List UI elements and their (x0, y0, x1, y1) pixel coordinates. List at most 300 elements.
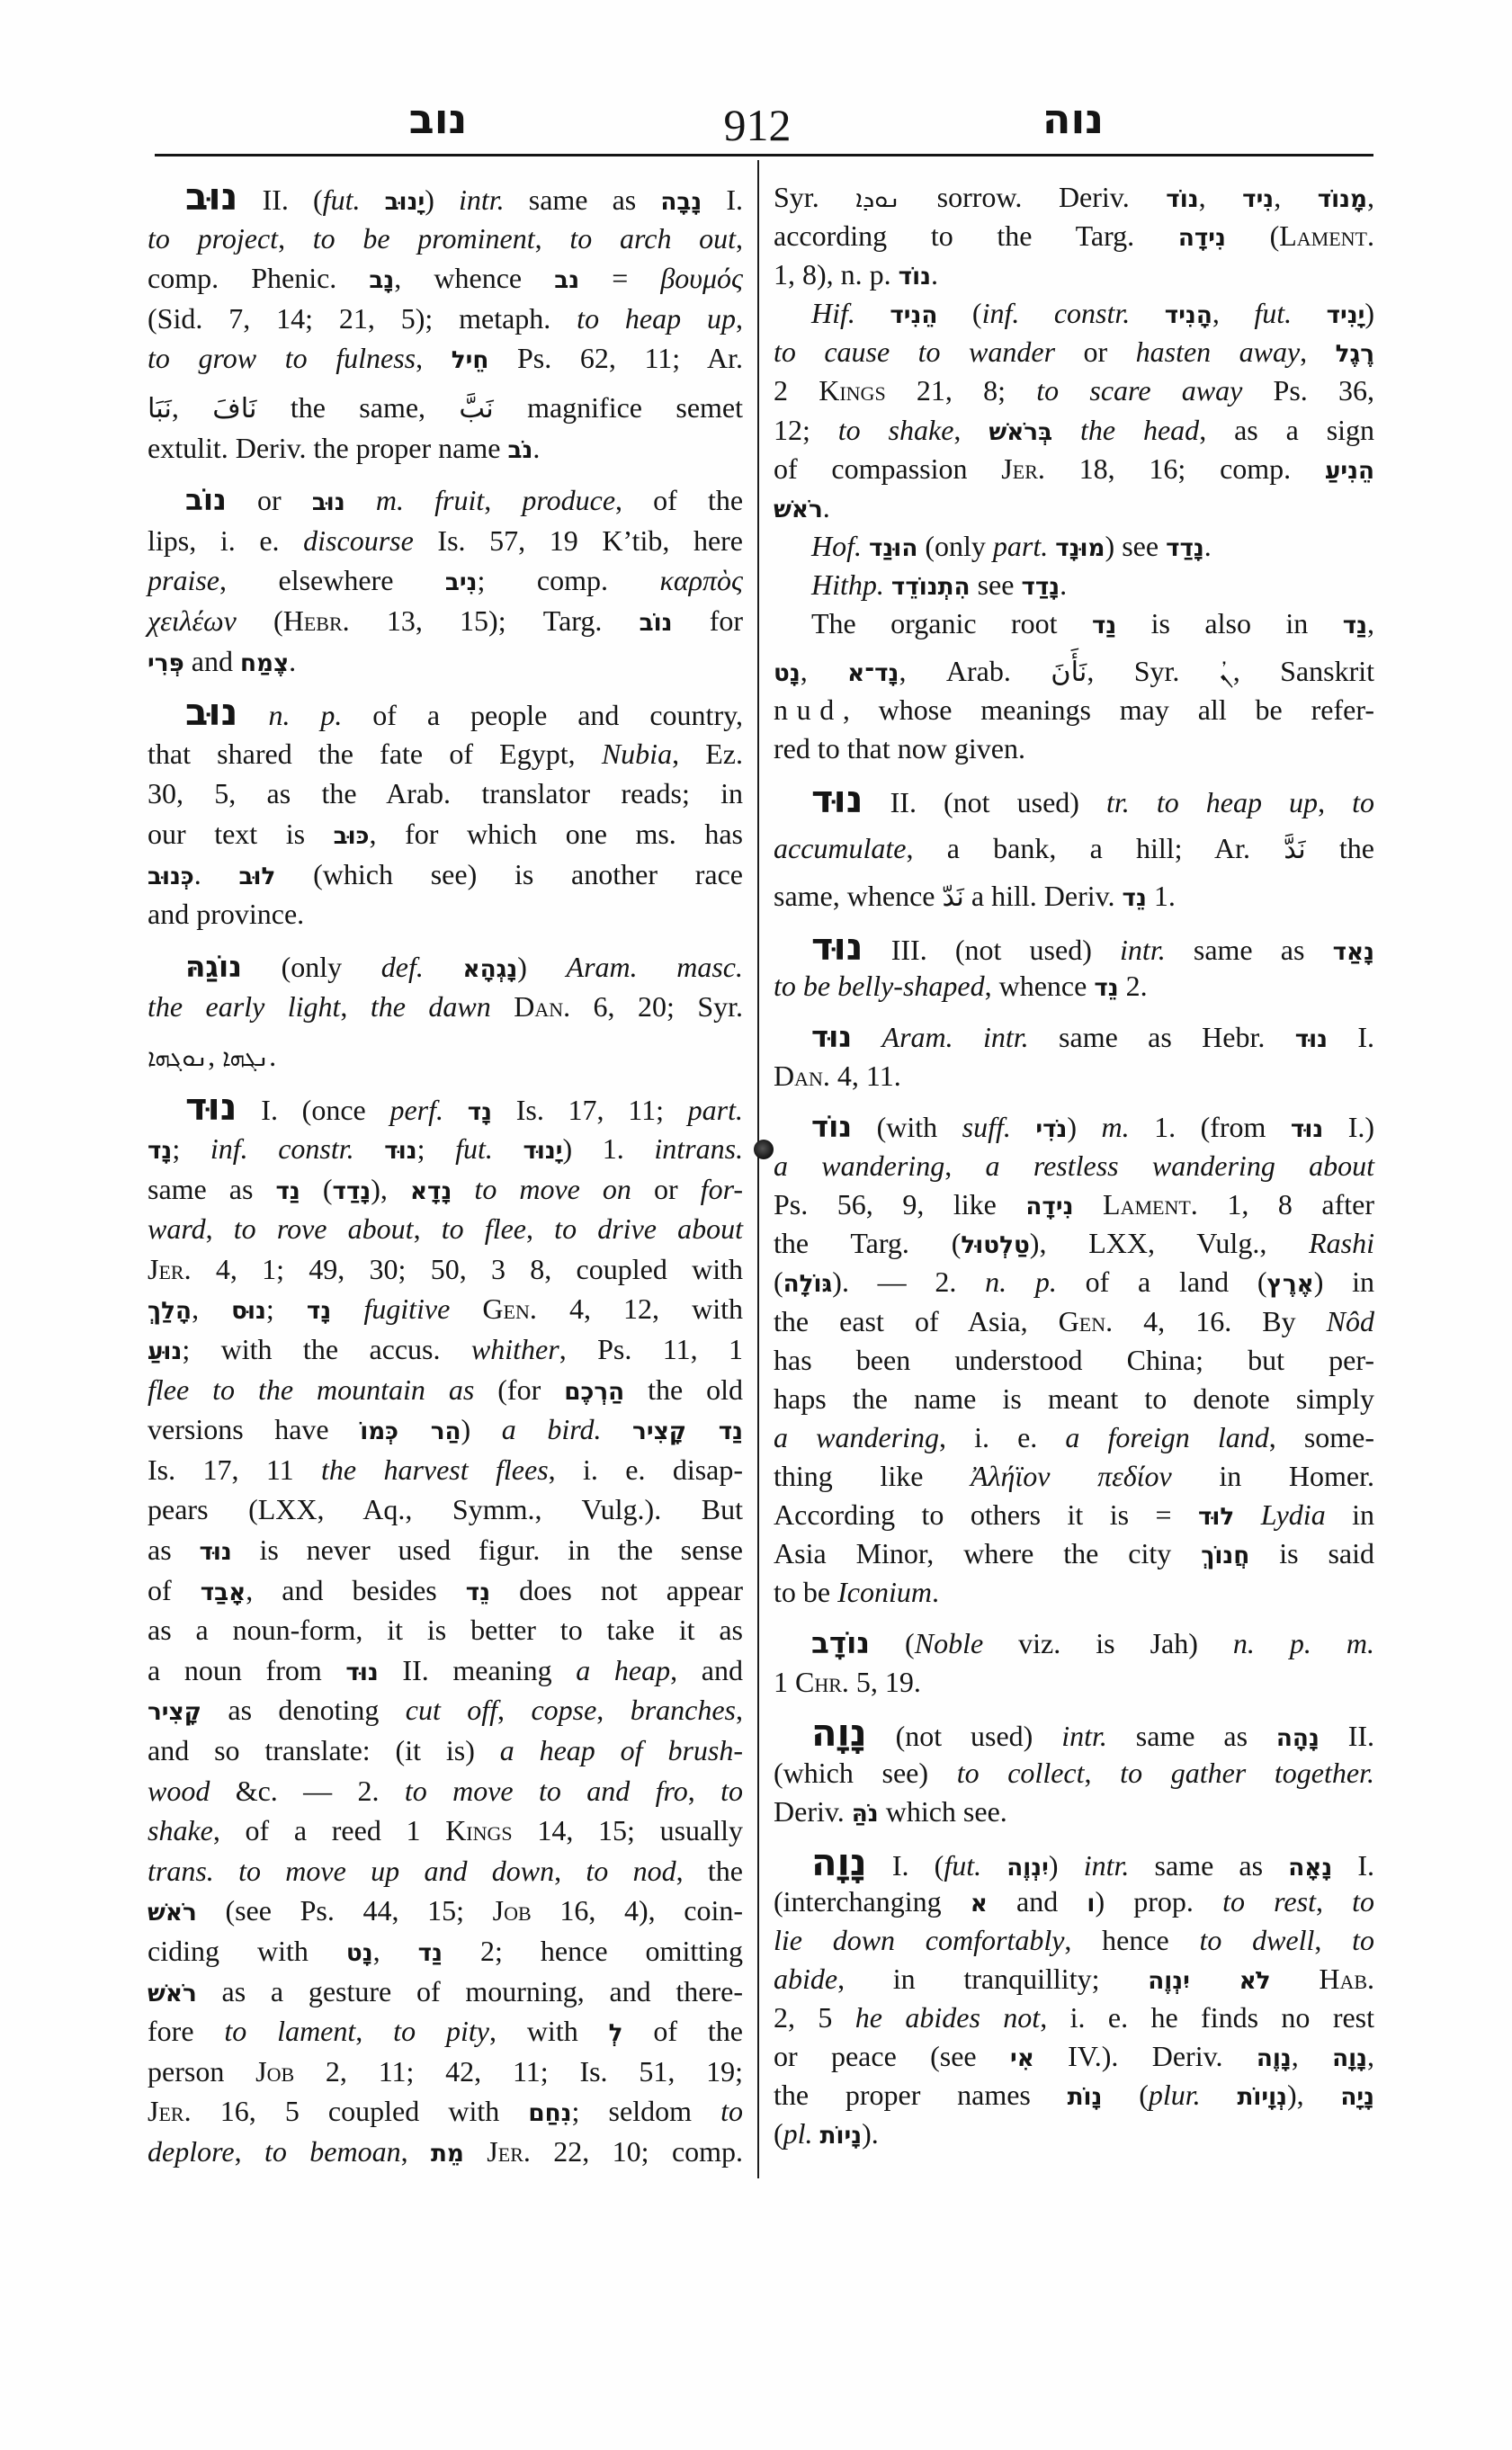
hebrew-word: נוּד (384, 1138, 417, 1166)
text: I. (1332, 1848, 1375, 1882)
small-caps-reference: Hab. (1319, 1963, 1375, 1996)
hebrew-word: יָנוּד (523, 1138, 563, 1166)
italic-text: to scare away (1036, 374, 1243, 407)
text: 6, 20; Syr. (570, 990, 744, 1024)
text: , and (670, 1653, 744, 1686)
text: or (631, 1172, 701, 1205)
text (1130, 297, 1164, 329)
text: 2; hence omitting (442, 1934, 744, 1967)
hebrew-word: נוּס (231, 1298, 266, 1326)
right-column (774, 178, 1374, 2154)
text: extulit. Deriv. the proper name (148, 431, 508, 464)
hebrew-word: נָד (467, 1099, 493, 1127)
hebrew-word: יִנְוֶה (1007, 1854, 1049, 1882)
italic-text: praise (148, 564, 219, 597)
text-line (774, 1457, 1374, 1496)
text: II. meaning (378, 1653, 577, 1686)
headword: נוּד (811, 924, 863, 969)
text-line (148, 1610, 743, 1650)
text (1271, 1963, 1320, 1995)
text: , (526, 1212, 555, 1246)
arabic-word: نَبَّ (459, 392, 494, 425)
scan-ink-spot-icon (754, 1140, 774, 1159)
text: ( (774, 1265, 783, 1299)
text-line (774, 652, 1374, 691)
text: ). — 2. (832, 1265, 986, 1299)
text: (see Ps. 44, 15; (196, 1894, 493, 1927)
text-line (774, 1921, 1374, 1960)
italic-text: to be prominent (312, 221, 535, 255)
small-caps-reference: Jer. (148, 2095, 192, 2128)
text (1234, 1498, 1260, 1531)
text-line (774, 2037, 1374, 2076)
text: II. (not used) (863, 786, 1106, 819)
hebrew-word: הֵנִיד (890, 302, 938, 330)
text-line (148, 338, 743, 379)
italic-text: Nôd (1326, 1304, 1375, 1337)
hebrew-word: חֲנוֹךְ (1201, 1542, 1250, 1570)
text-line (148, 1450, 743, 1490)
hebrew-word: נָט (774, 660, 801, 688)
text: , elsewhere (219, 564, 445, 597)
text: 22, 10; comp. (530, 2134, 744, 2168)
text: , and besides (246, 1573, 466, 1606)
text: ( (236, 604, 283, 637)
hebrew-word: יָנוּב (384, 189, 425, 216)
text: of a people and country, (342, 699, 744, 732)
hebrew-word: רֹאשׁ (148, 1980, 197, 2007)
column-divider (757, 160, 759, 2178)
hebrew-word: ו (1087, 1890, 1096, 1918)
italic-text: intr. (1120, 933, 1166, 966)
text: 4, 11. (829, 1059, 901, 1092)
text-line (774, 1341, 1374, 1380)
hebrew-word: נֹדִי (1035, 1116, 1068, 1144)
text (238, 699, 269, 731)
text: person (148, 2054, 256, 2088)
arabic-word: نَدّ (942, 881, 964, 913)
text: ( (1102, 2079, 1149, 2112)
text: ( (300, 1172, 333, 1205)
hebrew-word: נוֹד (898, 264, 931, 291)
text: , Syr. (1087, 655, 1220, 688)
italic-text: to nod (586, 1854, 676, 1887)
text: thing like (774, 1459, 971, 1492)
text: , (1084, 1756, 1121, 1789)
text: ) (1364, 297, 1375, 330)
hebrew-word: כְּנוּב (148, 863, 194, 890)
hebrew-word: נָט (345, 1939, 373, 1967)
text-line (148, 560, 743, 601)
text: , whence (394, 262, 555, 295)
italic-text: the harvest flees (321, 1453, 549, 1486)
hebrew-word: הַרְכֶם (564, 1378, 625, 1406)
dictionary-entry (774, 1624, 1374, 1702)
text: , (1315, 1884, 1353, 1918)
text: (only (917, 529, 993, 562)
text: Ps. 36, (1242, 374, 1375, 407)
text: , hence (1064, 1923, 1200, 1956)
text: 1. (from (1129, 1111, 1291, 1144)
text: is said (1249, 1537, 1375, 1570)
hebrew-word: לֹא יִנְוֶה (1148, 1968, 1271, 1996)
hebrew-word: נַד (417, 1939, 443, 1967)
hebrew-word: נָוָה (1332, 2045, 1368, 2073)
text: , (953, 413, 989, 446)
text: ). (862, 2117, 879, 2150)
small-caps-reference: Jer. (1001, 452, 1045, 485)
text: , (1314, 1923, 1353, 1956)
italic-text: hasten away (1135, 335, 1301, 369)
text: 5, 19. (848, 1666, 921, 1699)
headword: נוֹדָב (811, 1626, 871, 1661)
italic-text: a restless wandering about (985, 1149, 1375, 1183)
text-line (148, 1489, 743, 1530)
hebrew-word: מוּנָד (1055, 534, 1105, 562)
text-line (774, 527, 1374, 566)
greek-word: καρπὸς (659, 564, 743, 597)
hebrew-word: לְ (608, 2020, 623, 2048)
dictionary-entry (774, 1018, 1374, 1095)
italic-text: n. p. m. (1232, 1627, 1375, 1660)
text-line (774, 1793, 1374, 1831)
text-line (148, 1570, 743, 1611)
text-line (774, 2076, 1374, 2115)
text: . (822, 490, 830, 523)
hebrew-word: נוּד (1294, 1025, 1329, 1053)
text-line (148, 428, 743, 469)
text: a noun from (148, 1653, 346, 1686)
italic-text: intr. (1061, 1720, 1107, 1753)
text-line (148, 1771, 743, 1811)
text-line (774, 1224, 1374, 1263)
text: , of a reed 1 (212, 1814, 446, 1847)
text: . (1060, 568, 1068, 601)
italic-text: wood (148, 1774, 210, 1807)
hebrew-word: אֶרֶץ (1266, 1271, 1314, 1299)
italic-text: a heap (576, 1653, 671, 1686)
hebrew-word: נוֹב (639, 609, 673, 637)
italic-text: m. (1101, 1111, 1130, 1144)
hebrew-word: נָדָא (409, 1177, 452, 1205)
text: same as (148, 1172, 276, 1205)
text-line (774, 1380, 1374, 1418)
dictionary-entry (148, 174, 744, 468)
text: fore (148, 2015, 225, 2048)
italic-text: a heap of brush- (499, 1733, 744, 1766)
hebrew-word: כּוּב (333, 822, 370, 850)
hebrew-word: אִי (1009, 2045, 1034, 2073)
text (345, 484, 376, 516)
text: ( (870, 1627, 915, 1660)
italic-text: to lament (224, 2015, 356, 2048)
text: (which see) (774, 1756, 957, 1789)
text: lips, i. e. (148, 523, 304, 557)
text: 21, 8; (885, 374, 1037, 407)
text: , (800, 655, 848, 688)
hebrew-word: נַד (275, 1177, 300, 1205)
greek-word: χειλέων (148, 604, 237, 637)
text-line (774, 967, 1374, 1006)
text: ) see (1105, 529, 1167, 562)
italic-text: to rest (1222, 1884, 1316, 1918)
text: of (148, 1573, 201, 1606)
text: , i. e. (939, 1420, 1066, 1453)
text: According to others it is = (774, 1498, 1198, 1531)
text (331, 1292, 363, 1325)
text: . (532, 431, 541, 464)
italic-text: inf. constr. (210, 1132, 354, 1166)
hebrew-word: נוֹד (1166, 186, 1199, 213)
text: , (278, 221, 313, 255)
italic-text: to be belly-shaped (774, 969, 985, 1002)
syriac-word: ܢܳ (1219, 659, 1233, 688)
italic-text: the dawn (370, 990, 491, 1024)
text: , the (675, 1854, 744, 1887)
text-line (774, 1754, 1374, 1793)
dictionary-entry (774, 924, 1375, 1006)
text: , (1367, 181, 1375, 213)
italic-text: he abides not (854, 2001, 1041, 2034)
italic-text: cut off (405, 1694, 498, 1727)
text: that shared the fate of Egypt, (148, 737, 602, 770)
text-line (148, 1036, 743, 1077)
text: , whence (984, 969, 1095, 1002)
text-line (774, 1624, 1374, 1663)
hebrew-word: צֶמַח (239, 649, 290, 677)
hebrew-word: בְּרֹאשׁ (989, 418, 1053, 446)
text: , i. e. disap- (548, 1453, 744, 1486)
text-line (148, 1690, 743, 1730)
text: ), LXX, Vulg., (1029, 1227, 1310, 1260)
text: of the (622, 2015, 744, 2048)
text (1011, 1111, 1035, 1143)
syriac-word: ܢܓܗܐ (222, 1043, 270, 1072)
text: same as (504, 183, 661, 216)
text: III. (not used) (863, 933, 1121, 966)
text: the east of Asia, (774, 1304, 1059, 1337)
italic-text: plur. (1148, 2079, 1201, 2112)
text-line (774, 411, 1374, 450)
text-line (774, 1018, 1374, 1057)
text-line (148, 1891, 743, 1931)
small-caps-reference: Kings (445, 1814, 513, 1847)
text: ; with the accus. (182, 1333, 471, 1366)
hebrew-word: נָדַד (1166, 534, 1204, 562)
text: 1 (774, 1666, 795, 1699)
dictionary-entry (148, 480, 743, 681)
hebrew-word: נוּד (345, 1659, 379, 1686)
italic-text: a wandering (774, 1420, 939, 1453)
text: , as a sign (1199, 413, 1375, 446)
italic-text: Hof. (811, 529, 862, 562)
hebrew-word: לוּד (1197, 1504, 1235, 1531)
text: , (234, 2134, 264, 2168)
text: , (944, 1149, 986, 1183)
text (424, 951, 463, 983)
italic-text: def. (380, 950, 424, 983)
text: I.) (1323, 1111, 1375, 1144)
small-caps-reference: Chr. (795, 1666, 849, 1699)
text: is never used figur. in the sense (231, 1533, 744, 1566)
greek-word: Ἀλήϊον πεδίον (971, 1459, 1172, 1492)
text-line (148, 1409, 743, 1450)
text-line (148, 987, 743, 1027)
text: . (1203, 529, 1212, 562)
hebrew-word: נָגְהָא (462, 955, 518, 983)
text: as a noun-form, it is better to take it as (148, 1614, 743, 1647)
italic-text: fut. (455, 1132, 493, 1166)
text-line (148, 258, 743, 299)
text: , (192, 1292, 232, 1326)
text-line (148, 174, 744, 219)
hebrew-word: נָד (306, 1298, 332, 1326)
hebrew-word: נָיוֹת (819, 2123, 863, 2150)
text: of compassion (774, 452, 1002, 485)
text: . (289, 644, 297, 677)
text: same as (1129, 1848, 1289, 1882)
text-line (148, 734, 743, 774)
italic-text: to (1352, 1884, 1375, 1918)
small-caps-reference: Lament. (1279, 219, 1374, 253)
dictionary-entry (148, 690, 744, 934)
text: , (497, 1694, 532, 1727)
text-line (774, 1057, 1374, 1095)
italic-text: to move to and fro (404, 1774, 688, 1807)
text: ciding with (148, 1934, 346, 1967)
text: , Ez. (672, 737, 744, 770)
hebrew-word: רֹאשׁ (774, 496, 823, 523)
text: 16, 5 coupled with (191, 2095, 529, 2128)
text-line (148, 1811, 743, 1851)
text: , (372, 1934, 418, 1967)
syriac-word: ܢܘܕܐ (855, 185, 901, 213)
text: , (736, 221, 744, 255)
text: , (1367, 2040, 1375, 2073)
small-caps-reference: Hebr. (282, 604, 350, 637)
text: , (1291, 2040, 1333, 2073)
italic-text: a bird. (501, 1413, 602, 1446)
text-line (148, 2091, 743, 2132)
hebrew-word: נָבָה (660, 189, 702, 216)
text: I. (once (237, 1094, 390, 1127)
small-caps-reference: Dan. (774, 1059, 830, 1092)
small-caps-reference: Jer. (148, 1252, 192, 1285)
italic-text: accumulate (774, 831, 907, 864)
text: as denoting (201, 1694, 406, 1727)
text: for (672, 604, 744, 637)
hebrew-word: גּוֹלָה (783, 1271, 833, 1299)
text: , for which one ms. has (369, 817, 744, 850)
text: ), (1286, 2079, 1341, 2112)
text: red to that now given. (774, 732, 1025, 765)
text (354, 1132, 385, 1165)
italic-text: the early light (148, 990, 341, 1024)
text-line (148, 2011, 743, 2052)
text-line (148, 299, 743, 339)
text-line (774, 1418, 1374, 1457)
text: the (1305, 831, 1375, 864)
entry-subsection (774, 527, 1374, 566)
hebrew-word: פְּרִי (148, 649, 184, 677)
text (855, 297, 890, 329)
italic-text: Hif. (811, 297, 855, 330)
headword: נוּד (811, 777, 863, 822)
dictionary-entry (148, 947, 743, 1077)
text: Is. 57, 19 K’tib, here (413, 523, 743, 557)
italic-text: inf. constr. (981, 297, 1131, 330)
text-line (774, 829, 1374, 868)
syriac-word: ܢܘܓܗܐ (148, 1043, 209, 1072)
hebrew-word: נָדַד (332, 1177, 371, 1205)
text-line (148, 1730, 743, 1771)
entry-subsection (774, 604, 1374, 768)
text-line (774, 1663, 1374, 1702)
text-line (774, 178, 1374, 217)
text: (not used) (866, 1720, 1062, 1753)
italic-text: discourse (303, 523, 414, 557)
dictionary-entry (774, 1711, 1375, 1830)
italic-text: fut. (1254, 297, 1293, 330)
italic-text: Aram. intr. (881, 1020, 1029, 1053)
text: (for (474, 1373, 565, 1406)
hebrew-word: הֵנִיעַ (1324, 457, 1375, 485)
text (360, 183, 384, 216)
text: II. (1319, 1720, 1375, 1753)
hebrew-word: הָנִיד (1164, 302, 1212, 330)
italic-text: deplore (148, 2134, 235, 2168)
text-line (148, 641, 743, 682)
entry-subsection (774, 566, 1374, 604)
text: , (1300, 335, 1336, 369)
italic-text: ward (148, 1212, 206, 1246)
text: same, whence (774, 879, 943, 912)
text: versions have (148, 1413, 361, 1446)
text (981, 1849, 1007, 1882)
text: ) prop. (1095, 1884, 1223, 1918)
text-line (774, 877, 1374, 916)
letterspaced-word: nud (774, 693, 843, 727)
arabic-word: نَبَا (148, 392, 172, 425)
hebrew-word: א (970, 1890, 988, 1918)
text: same as (1106, 1720, 1276, 1753)
italic-text: Rashi (1309, 1227, 1375, 1260)
text: a hill. Deriv. (963, 879, 1123, 912)
text: has been understood China; but per- (774, 1343, 1374, 1376)
text: Asia Minor, where the city (774, 1537, 1202, 1570)
text: , (1198, 181, 1243, 213)
text: , (400, 2134, 431, 2168)
text: as (148, 1533, 200, 1566)
italic-text: Lydia (1260, 1498, 1326, 1531)
text: , (340, 990, 371, 1024)
small-caps-reference: Kings (819, 374, 886, 407)
text: the proper names (774, 2079, 1068, 2112)
text-line (148, 1329, 743, 1370)
text: . (193, 857, 239, 890)
hebrew-word: נָאַד (1332, 938, 1375, 966)
hebrew-word: קָצִיר (148, 1699, 201, 1727)
hebrew-word: נוּב (311, 489, 345, 517)
text-line (774, 450, 1374, 488)
text: ) (1048, 1848, 1084, 1882)
text-line (774, 1147, 1374, 1185)
text-line (148, 773, 743, 814)
text: 14, 15; usually (512, 1814, 744, 1847)
hebrew-word: נָיָה (1340, 2084, 1375, 2112)
text-line (774, 1496, 1374, 1534)
text: sorrow. Deriv. (900, 181, 1167, 213)
